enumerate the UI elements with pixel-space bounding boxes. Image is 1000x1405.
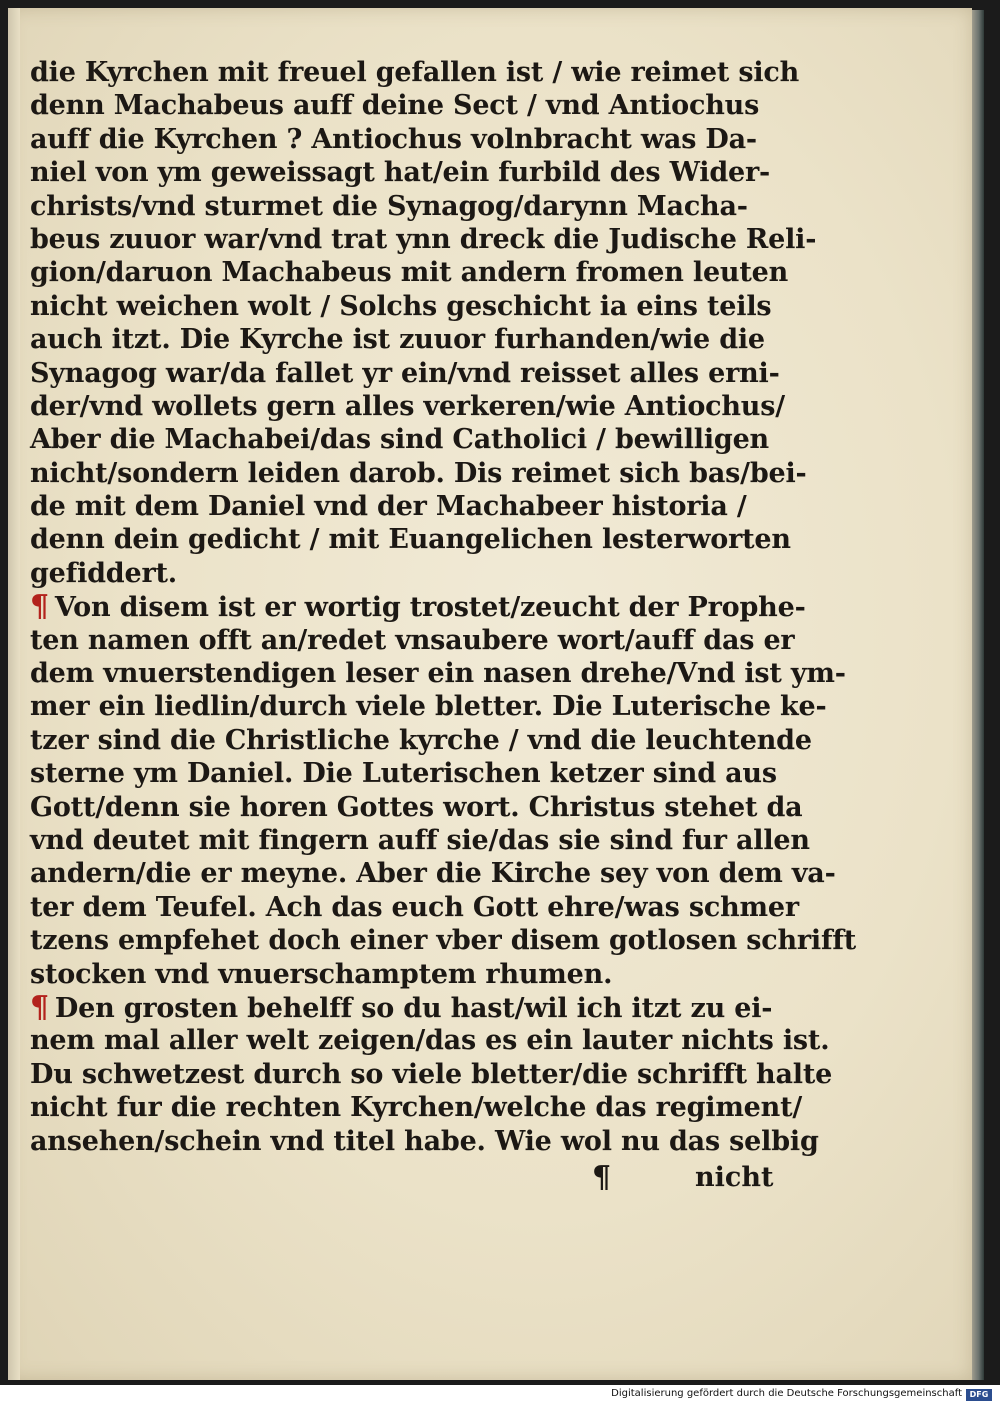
text-line: auch itzt. Die Kyrche ist zuuor furhanden/wie die [30,324,765,356]
paragraph-start [30,589,806,625]
text-line: ter dem Teufel. Ach das euch Gott ehre/was schmer [30,891,799,923]
text-line: andern/die er meyne. Aber die Kirche sey von dem va- [30,858,836,890]
text-line: gefiddert. [30,557,177,589]
text-line: ten namen offt an/redet vnsaubere wort/auff das er [30,624,795,656]
page-gutter [8,8,20,1380]
text-line: Aber die Machabei/das sind Catholici / bewilligen [30,424,769,456]
text-line: dem vnuerstendigen leser ein nasen drehe/Vnd ist ym- [30,658,846,690]
text-line: vnd deutet mit fingern auff sie/das sie sind fur allen [30,824,810,856]
text-line: Von disem ist er wortig trostet/zeucht der Prophe- [54,592,806,624]
text-line: Den grosten behelff so du hast/wil ich itzt zu ei- [54,992,773,1024]
text-line: nicht fur die rechten Kyrchen/welche das regiment/ [30,1092,803,1124]
text-line: die Kyrchen mit freuel gefallen ist / wie reimet sich [30,57,800,88]
text-line: ansehen/schein vnd titel habe. Wie wol nu das selbig [30,1125,819,1157]
text-line: auff die Kyrchen ? Antiochus volnbracht was Da- [30,123,757,155]
text-line: Synagog war/da fallet yr ein/vnd reisset alles erni- [30,357,780,389]
text-line: beus zuuor war/vnd trat ynn dreck die Judische Reli- [30,223,817,255]
text-line: Gott/denn sie horen Gottes wort. Christus stehet da [30,791,803,823]
funding-credit: Digitalisierung gefördert durch die Deutsche Forschungsgemeinschaft [611,1388,962,1399]
text-line: denn dein gedicht / mit Euangelichen lesterworten [30,524,791,556]
text-block [30,56,857,1198]
paragraph-start [30,991,790,1024]
pilcrow-mark: ¶ [30,589,49,625]
text-line: tzer sind die Christliche kyrche / vnd die leuchtende [30,724,812,756]
credit-bar [0,1385,1000,1405]
text-line: mer ein liedlin/durch viele bletter. Die Luterische ke- [30,691,827,723]
catchword-line [30,1158,790,1198]
text-line: nicht/sondern leiden darob. Dis reimet sich bas/bei- [30,457,807,489]
catchword: nicht [695,1161,774,1193]
text-line: nem mal aller welt zeigen/das es ein lauter nichts ist. [30,1025,830,1057]
text-line: gion/daruon Machabeus mit andern fromen leuten [30,257,789,289]
catchword-pilcrow-icon: ¶ [592,1159,612,1195]
dfg-logo-icon: DFG [966,1389,992,1401]
text-line: tzens empfehet doch einer vber disem gotlosen schrifft [30,925,857,957]
pilcrow-mark: ¶ [30,989,49,1025]
text-line: christs/vnd sturmet die Synagog/darynn Macha- [30,190,748,222]
text-line: sterne ym Daniel. Die Luterischen ketzer sind aus [30,758,777,790]
text-line: Du schwetzest durch so viele bletter/die schrifft halte [30,1058,833,1090]
text-line: nicht weichen wolt / Solchs geschicht ia eins teils [30,290,772,322]
text-line: denn Machabeus auff deine Sect / vnd Antiochus [30,90,760,122]
text-line: de mit dem Daniel vnd der Machabeer historia / [30,491,747,523]
text-line: stocken vnd vnuerschamptem rhumen. [30,958,613,990]
text-line: der/vnd wollets gern alles verkeren/wie Antiochus/ [30,390,785,422]
text-line: niel von ym geweissagt hat/ein furbild des Wider- [30,157,771,189]
